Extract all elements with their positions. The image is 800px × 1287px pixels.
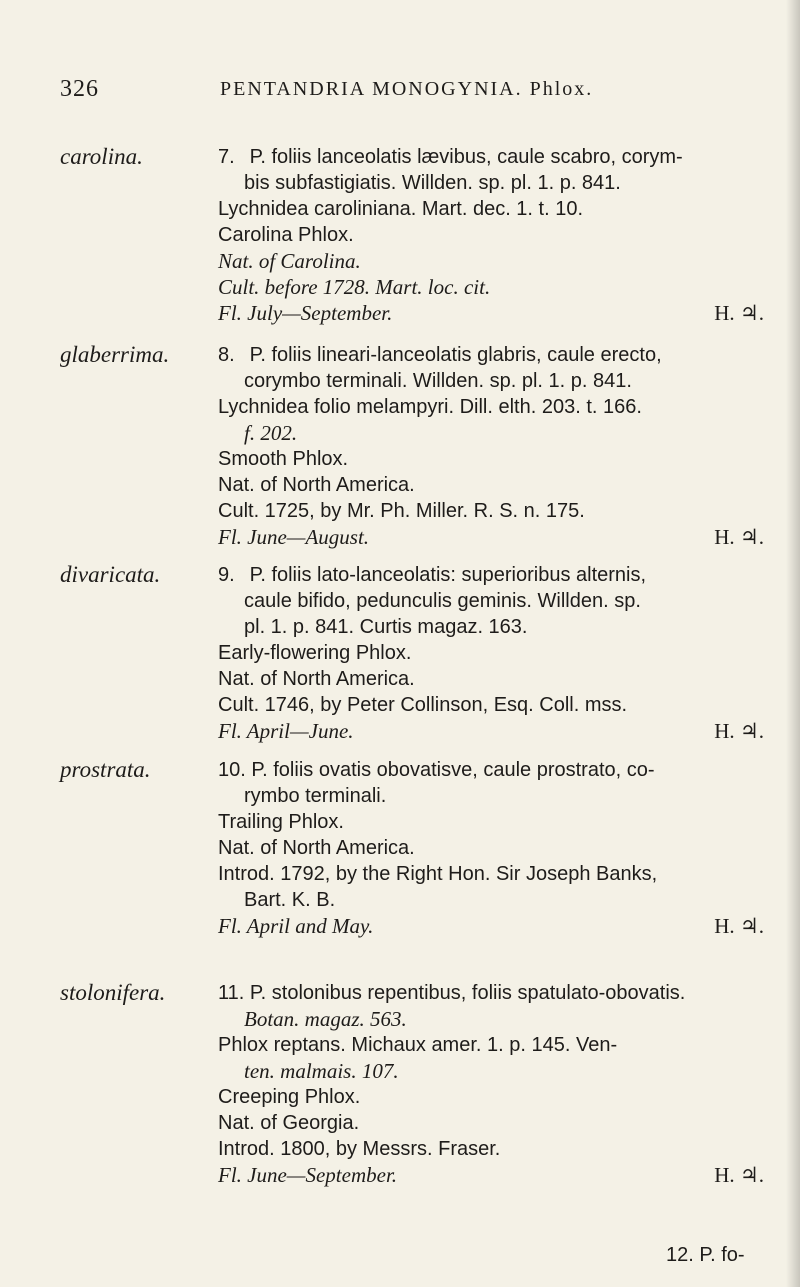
next-entry-start: 12. P. fo- [666, 1244, 745, 1266]
page-edge-shadow [786, 0, 800, 1287]
entry-body [218, 562, 770, 744]
entry-line: caule bifido, pedunculis geminis. Willden. sp. [244, 590, 641, 612]
entry-number: 7. [218, 146, 235, 168]
entry-line: P. foliis lineari-lanceolatis glabris, caule erecto, [249, 344, 662, 366]
flowering-period: Fl. June—September. [218, 1163, 398, 1187]
entry-line: P. foliis lato-lanceolatis: superioribus alternis, [249, 564, 647, 586]
entry-line: corymbo terminali. Willden. sp. pl. 1. p. 841. [244, 370, 632, 392]
margin-species-name: glaberrima. [60, 342, 170, 367]
entry-line: Nat. of North America. [218, 668, 415, 690]
entry-line: P. stolonibus repentibus, foliis spatulato-obovatis. [249, 982, 686, 1004]
entry-line: Cult. 1725, by Mr. Ph. Miller. R. S. n. 175. [218, 500, 585, 522]
habit-symbol: H. ♃. [714, 719, 764, 743]
entry-line: Cult. 1746, by Peter Collinson, Esq. Coll. mss. [218, 694, 628, 716]
entry-line: Phlox reptans. Michaux amer. 1. p. 145. Ven- [218, 1034, 618, 1056]
entry-line: Nat. of Georgia. [218, 1112, 360, 1134]
running-head: PENTANDRIA MONOGYNIA. Phlox. [220, 78, 594, 100]
entry-line: Introd. 1792, by the Right Hon. Sir Joseph Banks, [218, 863, 658, 885]
entry-number: 11. [218, 982, 245, 1004]
flowering-period: Fl. June—August. [218, 525, 370, 549]
margin-species-name: prostrata. [60, 757, 151, 782]
habit-symbol: H. ♃. [714, 914, 764, 938]
page-header [0, 76, 800, 116]
entry-line: Botan. magaz. 563. [244, 1007, 407, 1031]
entry-body [218, 342, 770, 550]
entry-line: Carolina Phlox. [218, 224, 354, 246]
margin-species-name: divaricata. [60, 562, 161, 587]
entry-line: P. foliis lanceolatis lævibus, caule scabro, corym- [249, 146, 683, 168]
entry-line: Smooth Phlox. [218, 448, 349, 470]
entry-line: Creeping Phlox. [218, 1086, 361, 1108]
entry-line: Introd. 1800, by Messrs. Fraser. [218, 1138, 501, 1160]
entry-line: Cult. before 1728. Mart. loc. cit. [218, 275, 491, 299]
flowering-period: Fl. July—September. [218, 301, 393, 325]
habit-symbol: H. ♃. [714, 525, 764, 549]
entry-line: rymbo terminali. [244, 785, 387, 807]
margin-species-name: stolonifera. [60, 980, 166, 1005]
entry-line: ten. malmais. 107. [244, 1059, 399, 1083]
entry-line: Lychnidea caroliniana. Mart. dec. 1. t. 10. [218, 198, 584, 220]
habit-symbol: H. ♃. [714, 1163, 764, 1187]
entry-line: Bart. K. B. [244, 889, 336, 911]
entry-line: Nat. of North America. [218, 474, 415, 496]
entry-number: 9. [218, 564, 235, 586]
margin-species-name: carolina. [60, 144, 143, 169]
entry-line: Lychnidea folio melampyri. Dill. elth. 203. t. 166. [218, 396, 642, 418]
entry-number: 8. [218, 344, 235, 366]
flowering-period: Fl. April and May. [218, 914, 374, 938]
page-number: 326 [60, 76, 99, 102]
entry-body [218, 757, 770, 939]
entry-line: pl. 1. p. 841. Curtis magaz. 163. [244, 616, 528, 638]
entry-line: P. foliis ovatis obovatisve, caule prostrato, co- [251, 759, 655, 781]
entry-body [218, 980, 770, 1188]
entry-line: Early-flowering Phlox. [218, 642, 412, 664]
entry-number: 10. [218, 759, 246, 781]
entry-body [218, 144, 770, 326]
flowering-period: Fl. April—June. [218, 719, 354, 743]
habit-symbol: H. ♃. [714, 301, 764, 325]
entry-line: f. 202. [244, 421, 298, 445]
entry-line: Trailing Phlox. [218, 811, 344, 833]
entry-line: bis subfastigiatis. Willden. sp. pl. 1. p. 841. [244, 172, 621, 194]
entry-line: Nat. of North America. [218, 837, 415, 859]
entry-line: Nat. of Carolina. [218, 249, 361, 273]
